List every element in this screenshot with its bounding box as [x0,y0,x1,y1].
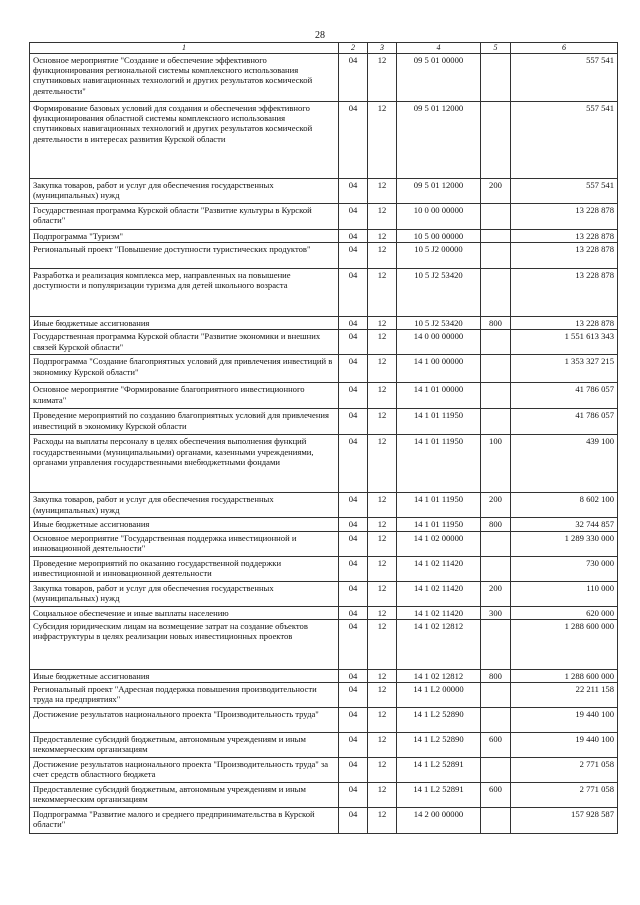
row-expense-type [481,556,511,581]
row-subsection: 12 [368,409,397,435]
row-amount: 439 100 [511,435,618,493]
row-section: 04 [339,409,368,435]
column-header: 5 [481,43,511,54]
column-header: 6 [511,43,618,54]
column-header: 1 [30,43,339,54]
row-subsection: 12 [368,229,397,242]
row-name: Подпрограмма "Туризм" [30,229,339,242]
row-expense-type: 800 [481,518,511,531]
row-section: 04 [339,733,368,758]
table-row [30,581,618,606]
row-name: Основное мероприятие "Формирование благоприятного инвестиционного климата" [30,383,339,409]
row-section: 04 [339,531,368,556]
row-subsection: 12 [368,242,397,268]
row-name: Разработка и реализация комплекса мер, направленных на повышение доступности и популяризации туризма для детей школьного возраста [30,268,339,316]
table-row [30,808,618,834]
row-amount: 19 440 100 [511,708,618,733]
row-section: 04 [339,708,368,733]
row-expense-type [481,53,511,101]
row-target-code: 14 1 02 11420 [397,581,481,606]
budget-table [29,42,618,834]
row-section: 04 [339,101,368,178]
table-row [30,783,618,808]
row-name: Формирование базовых условий для создания и обеспечения эффективного функционирования областной системы комплексного использования спутниковых навигационных технологий и других результатов космической деятельности в интересах развития Курской области [30,101,339,178]
row-expense-type: 200 [481,178,511,203]
row-name: Достижение результатов национального проекта "Производительность труда" [30,708,339,733]
row-subsection: 12 [368,330,397,355]
row-name: Предоставление субсидий бюджетным, автономным учреждениям и иным некоммерческим организациям [30,783,339,808]
column-header: 2 [339,43,368,54]
row-name: Подпрограмма "Создание благоприятных условий для привлечения инвестиций в экономику Курской области" [30,355,339,383]
table-body [30,53,618,834]
row-expense-type: 600 [481,783,511,808]
row-name: Основное мероприятие "Государственная поддержка инвестиционной и инновационной деятельности" [30,531,339,556]
row-amount: 13 228 878 [511,203,618,229]
row-subsection: 12 [368,783,397,808]
row-section: 04 [339,606,368,619]
row-target-code: 14 1 02 12812 [397,669,481,682]
row-target-code: 14 1 00 00000 [397,355,481,383]
row-target-code: 14 1 L2 52891 [397,783,481,808]
row-amount: 557 541 [511,53,618,101]
row-expense-type: 600 [481,733,511,758]
row-section: 04 [339,355,368,383]
row-subsection: 12 [368,518,397,531]
table-row [30,518,618,531]
table-header-row [30,43,618,54]
row-name: Предоставление субсидий бюджетным, автономным учреждениям и иным некоммерческим организациям [30,733,339,758]
row-expense-type: 800 [481,669,511,682]
row-name: Проведение мероприятий по оказанию государственной поддержки инвестиционной и инновационной деятельности [30,556,339,581]
row-section: 04 [339,316,368,329]
row-expense-type [481,758,511,783]
row-section: 04 [339,493,368,518]
table-row [30,268,618,316]
row-section: 04 [339,242,368,268]
row-target-code: 14 1 01 11950 [397,435,481,493]
row-name: Подпрограмма "Развитие малого и среднего предпринимательства в Курской области" [30,808,339,834]
row-expense-type: 100 [481,435,511,493]
row-expense-type [481,101,511,178]
row-target-code: 14 1 02 12812 [397,619,481,669]
row-section: 04 [339,518,368,531]
row-name: Достижение результатов национального проекта "Производительность труда" за счет средств областного бюджета [30,758,339,783]
table-row [30,733,618,758]
row-name: Иные бюджетные ассигнования [30,316,339,329]
row-expense-type: 200 [481,581,511,606]
row-amount: 19 440 100 [511,733,618,758]
row-expense-type: 300 [481,606,511,619]
table-row [30,556,618,581]
row-expense-type [481,383,511,409]
table-row [30,683,618,708]
row-target-code: 09 5 01 12000 [397,101,481,178]
row-amount: 13 228 878 [511,316,618,329]
row-target-code: 14 1 01 11950 [397,518,481,531]
row-subsection: 12 [368,101,397,178]
page-number: 28 [315,30,325,41]
row-target-code: 14 1 02 00000 [397,531,481,556]
row-name: Основное мероприятие "Создание и обеспечение эффективного функционирования региональной системы комплексного использования спутниковых навигационных технологий и других результатов космической деятельности" [30,53,339,101]
row-amount: 620 000 [511,606,618,619]
table-row [30,493,618,518]
row-name: Закупка товаров, работ и услуг для обеспечения государственных (муниципальных) нужд [30,493,339,518]
row-section: 04 [339,619,368,669]
row-target-code: 09 5 01 12000 [397,178,481,203]
column-header: 4 [397,43,481,54]
row-target-code: 14 0 00 00000 [397,330,481,355]
row-subsection: 12 [368,669,397,682]
row-section: 04 [339,783,368,808]
table-row [30,203,618,229]
row-amount: 1 353 327 215 [511,355,618,383]
row-name: Региональный проект "Адресная поддержка повышения производительности труда на предприятиях" [30,683,339,708]
row-amount: 157 928 587 [511,808,618,834]
row-amount: 557 541 [511,178,618,203]
row-subsection: 12 [368,683,397,708]
row-name: Региональный проект "Повышение доступности туристических продуктов" [30,242,339,268]
row-subsection: 12 [368,556,397,581]
row-subsection: 12 [368,531,397,556]
row-subsection: 12 [368,708,397,733]
row-subsection: 12 [368,808,397,834]
row-subsection: 12 [368,316,397,329]
row-target-code: 14 1 02 11420 [397,556,481,581]
column-header: 3 [368,43,397,54]
row-amount: 110 000 [511,581,618,606]
row-section: 04 [339,669,368,682]
row-target-code: 10 5 J2 53420 [397,268,481,316]
row-name: Закупка товаров, работ и услуг для обеспечения государственных (муниципальных) нужд [30,581,339,606]
row-amount: 41 786 057 [511,409,618,435]
table-row [30,383,618,409]
row-name: Иные бюджетные ассигнования [30,518,339,531]
row-name: Субсидия юридическим лицам на возмещение затрат на создание объектов инфраструктуры в целях реализации новых инвестиционных проектов [30,619,339,669]
row-section: 04 [339,330,368,355]
row-expense-type [481,355,511,383]
row-section: 04 [339,203,368,229]
row-expense-type [481,242,511,268]
table-row [30,708,618,733]
row-expense-type [481,683,511,708]
row-target-code: 10 5 J2 53420 [397,316,481,329]
row-target-code: 14 1 L2 52890 [397,733,481,758]
row-subsection: 12 [368,383,397,409]
row-name: Государственная программа Курской области "Развитие экономики и внешних связей Курской области" [30,330,339,355]
row-section: 04 [339,683,368,708]
row-name: Социальное обеспечение и иные выплаты населению [30,606,339,619]
row-target-code: 10 5 J2 00000 [397,242,481,268]
row-amount: 557 541 [511,101,618,178]
row-subsection: 12 [368,493,397,518]
table-row [30,619,618,669]
row-expense-type: 800 [481,316,511,329]
table-row [30,355,618,383]
row-section: 04 [339,758,368,783]
row-section: 04 [339,178,368,203]
row-expense-type [481,229,511,242]
row-amount: 13 228 878 [511,242,618,268]
row-name: Государственная программа Курской области "Развитие культуры в Курской области" [30,203,339,229]
row-target-code: 14 1 L2 52890 [397,708,481,733]
row-expense-type [481,619,511,669]
row-amount: 1 288 600 000 [511,619,618,669]
row-subsection: 12 [368,581,397,606]
row-section: 04 [339,383,368,409]
row-target-code: 10 5 00 00000 [397,229,481,242]
row-subsection: 12 [368,733,397,758]
row-name: Закупка товаров, работ и услуг для обеспечения государственных (муниципальных) нужд [30,178,339,203]
row-expense-type [481,808,511,834]
row-subsection: 12 [368,268,397,316]
row-amount: 13 228 878 [511,229,618,242]
row-subsection: 12 [368,178,397,203]
row-subsection: 12 [368,758,397,783]
table-row [30,669,618,682]
row-target-code: 14 1 L2 00000 [397,683,481,708]
table-row [30,435,618,493]
row-section: 04 [339,556,368,581]
row-target-code: 14 1 01 11950 [397,493,481,518]
row-amount: 41 786 057 [511,383,618,409]
row-amount: 730 000 [511,556,618,581]
table-row [30,178,618,203]
row-expense-type [481,409,511,435]
row-target-code: 10 0 00 00000 [397,203,481,229]
row-amount: 1 289 330 000 [511,531,618,556]
row-target-code: 14 1 L2 52891 [397,758,481,783]
row-subsection: 12 [368,435,397,493]
row-name: Расходы на выплаты персоналу в целях обеспечения выполнения функций государственными (муниципальными) органами, казенными учреждениями, органами управления государственными внебюджетными фондами [30,435,339,493]
row-section: 04 [339,53,368,101]
row-section: 04 [339,581,368,606]
table-row [30,316,618,329]
row-expense-type [481,708,511,733]
row-expense-type: 200 [481,493,511,518]
row-amount: 2 771 058 [511,783,618,808]
row-amount: 22 211 158 [511,683,618,708]
row-amount: 13 228 878 [511,268,618,316]
row-amount: 2 771 058 [511,758,618,783]
row-name: Проведение мероприятий по созданию благоприятных условий для привлечения инвестиций в экономику Курской области [30,409,339,435]
table-row [30,242,618,268]
row-target-code: 14 1 02 11420 [397,606,481,619]
row-section: 04 [339,808,368,834]
row-name: Иные бюджетные ассигнования [30,669,339,682]
row-expense-type [481,330,511,355]
row-expense-type [481,531,511,556]
table-row [30,758,618,783]
row-amount: 1 288 600 000 [511,669,618,682]
table-row [30,101,618,178]
row-target-code: 14 1 01 11950 [397,409,481,435]
row-amount: 8 602 100 [511,493,618,518]
row-subsection: 12 [368,355,397,383]
table-row [30,409,618,435]
row-target-code: 09 5 01 00000 [397,53,481,101]
row-target-code: 14 1 01 00000 [397,383,481,409]
row-subsection: 12 [368,53,397,101]
row-section: 04 [339,268,368,316]
table-row [30,53,618,101]
table-row [30,330,618,355]
row-expense-type [481,203,511,229]
row-amount: 1 551 613 343 [511,330,618,355]
table-row [30,229,618,242]
row-subsection: 12 [368,203,397,229]
row-subsection: 12 [368,619,397,669]
row-amount: 32 744 857 [511,518,618,531]
row-subsection: 12 [368,606,397,619]
table-row [30,531,618,556]
row-expense-type [481,268,511,316]
table-row [30,606,618,619]
row-section: 04 [339,435,368,493]
row-target-code: 14 2 00 00000 [397,808,481,834]
row-section: 04 [339,229,368,242]
